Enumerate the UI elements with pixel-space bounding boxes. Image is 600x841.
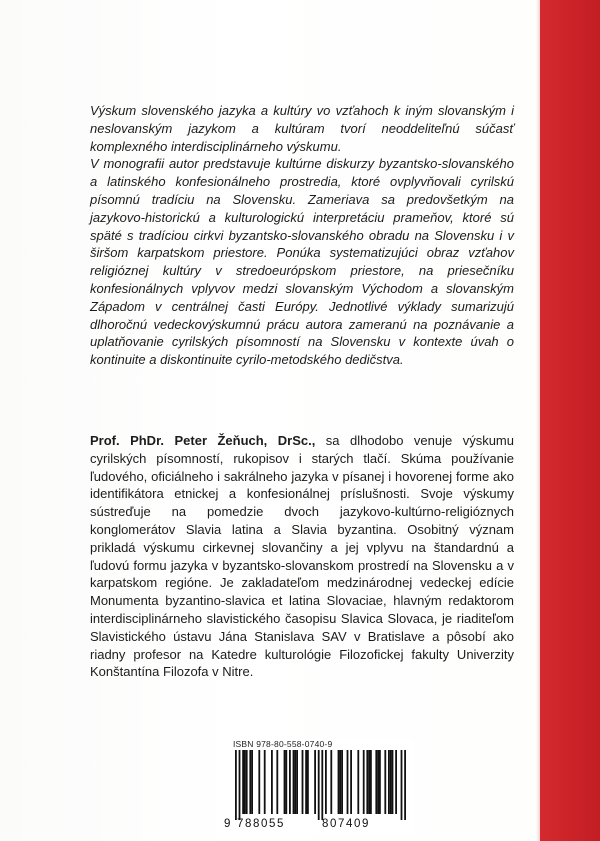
barcode-bar — [392, 750, 394, 814]
barcode-bar — [235, 750, 237, 820]
barcode-bar — [251, 750, 253, 814]
isbn-label: ISBN 978-80-558-0740-9 — [233, 739, 333, 749]
barcode-bar — [318, 750, 320, 820]
red-spine-band — [540, 0, 600, 841]
barcode-digits-left: 788055 — [237, 818, 285, 830]
barcode-bar — [271, 750, 273, 814]
barcode-bar — [249, 750, 251, 814]
barcode-bar — [307, 750, 309, 814]
author-name: Prof. PhDr. Peter Žeňuch, DrSc., — [90, 433, 316, 448]
barcode-bar — [285, 750, 287, 814]
barcode-bar — [314, 750, 316, 814]
barcode-bar — [242, 750, 244, 814]
barcode-bars — [224, 750, 414, 820]
abstract-paragraph-2: V monografii autor predstavuje kultúrne diskurzy byzantsko-slovanského a latinského konfesionálneho prostredia, ktoré ovplyvňovali cyrilskú písomnú tradíciu na Slovensku. Zameriava sa predovšetkým na jazykovo-historickú a kulturologickú interpretáciu prameňov, ktoré sú späté s tradíciou cirkvi byzantsko-slovanského obradu na Slovensku i v širšom karpatskom priestore. Ponúka systematizujúci obraz vzťahov religióznej kultúry v stredoeurópskom priestore, na priesečníku konfesionálnych vplyvov medzi slovanským Východom a slovanským Západom v centrálnej časti Európy. Jednotlivé výklady sumarizujú dlhoročnú vedeckovýskumnú prácu autora zameranú na poznávanie a uplatňovanie cyrilských písomností na Slovensku v kontexte úvah o kontinuite a diskontinuite cyrilo-metodského dedičstva. — [90, 156, 514, 368]
barcode-bar — [330, 750, 332, 814]
barcode-bar — [375, 750, 377, 814]
barcode-bar — [384, 750, 386, 814]
author-bio-text: sa dlhodobo venuje výskumu cyrilských písomností, rukopisov i starých tlačí. Skúma používanie ľudového, oficiálneho i sakrálneho jazyka v písanej i hovorenej forme ako identifikátora etnickej a konfesionálnej príslušnosti. Svoje výskumy sústreďuje na pomedzie dvoch jazykovo-kultúrno-religióznych konglomerátov Slavia latina a Slavia byzantina. Osobitný význam prikladá výskumu cirkevnej slovančiny a jej vplyvu na štandardnú a ľudovú formu jazyka v byzantsko-slovanskom prostredí na Slovensku a v karpatskom regióne. Je zakladateľom medzinárodnej vedeckej edície Monumenta byzantino-slavica et latina Slovaciae, hlavným redaktorom interdisciplinárneho slavistického časopisu Slavica Slovaca, je riaditeľom Slavistického ústavu Jána Stanislava SAV v Bratislave a pôsobí ako riadny profesor na Katedre kulturológie Filozofickej fakulty Univerzity Konštantína Filozofa v Nitre. — [90, 433, 514, 680]
barcode-bar — [284, 750, 286, 814]
isbn-barcode — [224, 739, 414, 835]
barcode-bar — [339, 750, 341, 814]
barcode-bar — [390, 750, 392, 814]
barcode-bar — [264, 750, 266, 814]
barcode-bar — [401, 750, 403, 820]
barcode-bar — [377, 750, 379, 814]
barcode-bar — [395, 750, 397, 814]
barcode-bar — [357, 750, 359, 814]
barcode-bar — [404, 750, 406, 820]
barcode-bar — [347, 750, 349, 814]
barcode-bar — [341, 750, 343, 814]
barcode-bar — [289, 750, 291, 814]
barcode-bar — [368, 750, 370, 814]
barcode-bar — [366, 750, 368, 814]
author-bio-paragraph — [90, 432, 514, 681]
barcode-bar — [350, 750, 352, 814]
barcode-bar — [370, 750, 372, 814]
barcode-bar — [338, 750, 340, 814]
barcode-bar — [293, 750, 295, 814]
barcode-bar — [321, 750, 323, 820]
barcode-bar — [276, 750, 278, 814]
abstract-paragraph-1: Výskum slovenského jazyka a kultúry vo vzťahoch k iným slovanským i neslovanským jazykom a kultúram tvorí neoddeliteľnú súčasť komplexného interdisciplinárneho výskumu. — [90, 103, 514, 154]
barcode-bar — [363, 750, 365, 814]
barcode-bar — [296, 750, 298, 814]
barcode-bar — [294, 750, 296, 814]
barcode-digit-lead: 9 — [224, 818, 232, 830]
barcode-bar — [246, 750, 248, 814]
barcode-bar — [379, 750, 381, 814]
barcode-bar — [258, 750, 260, 814]
barcode-bar — [244, 750, 246, 814]
barcode-bar — [302, 750, 304, 814]
abstract-block — [90, 102, 514, 369]
barcode-digits-right: 807409 — [322, 818, 370, 830]
barcode-bar — [388, 750, 390, 814]
barcode-bar — [325, 750, 327, 814]
barcode-bar — [305, 750, 307, 814]
barcode-bar — [239, 750, 241, 820]
author-bio-block — [90, 432, 514, 681]
